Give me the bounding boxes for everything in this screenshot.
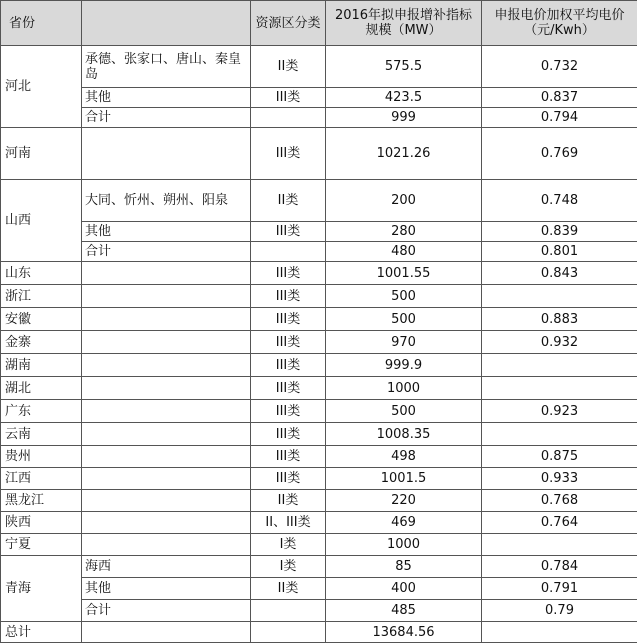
resource-category-cell: II类 [251,490,326,512]
table-row [1,423,637,446]
area-cell: 其他 [82,222,251,242]
area-cell [82,308,251,331]
table-row [1,622,637,643]
province-cell: 山东 [1,262,82,285]
table-row [1,242,637,262]
price-cell: 0.769 [482,128,637,180]
price-cell: 0.794 [482,108,637,128]
resource-category-cell: II类 [251,180,326,222]
table-row [1,46,637,88]
area-cell [82,468,251,490]
scale-cell: 1021.26 [326,128,482,180]
area-cell: 海西 [82,556,251,578]
table-row [1,446,637,468]
header-row [1,1,637,46]
price-cell: 0.875 [482,446,637,468]
scale-cell: 423.5 [326,88,482,108]
scale-cell: 500 [326,308,482,331]
resource-category-cell: II类 [251,46,326,88]
area-cell [82,400,251,423]
price-cell: 0.839 [482,222,637,242]
resource-category-cell: II、III类 [251,512,326,534]
price-cell: 0.883 [482,308,637,331]
price-cell [482,354,637,377]
price-cell: 0.843 [482,262,637,285]
table-row [1,490,637,512]
province-cell: 湖北 [1,377,82,400]
scale-cell: 1000 [326,534,482,556]
table-row [1,180,637,222]
area-cell: 合计 [82,242,251,262]
scale-cell: 13684.56 [326,622,482,643]
province-cell: 贵州 [1,446,82,468]
area-cell [82,622,251,643]
scale-cell: 575.5 [326,46,482,88]
price-cell: 0.837 [482,88,637,108]
table-row [1,354,637,377]
scale-cell: 469 [326,512,482,534]
header-area [82,1,251,46]
table-row [1,262,637,285]
scale-cell: 220 [326,490,482,512]
price-cell [482,622,637,643]
resource-category-cell [251,600,326,622]
resource-category-cell [251,242,326,262]
scale-cell: 485 [326,600,482,622]
price-cell [482,534,637,556]
table-row [1,331,637,354]
price-cell: 0.764 [482,512,637,534]
table-row [1,468,637,490]
province-cell: 安徽 [1,308,82,331]
header-scale: 2016年拟申报增补指标规模（MW） [326,1,482,46]
scale-cell: 999 [326,108,482,128]
area-cell [82,331,251,354]
table-row [1,600,637,622]
table-row [1,88,637,108]
price-cell: 0.932 [482,331,637,354]
resource-category-cell: III类 [251,377,326,400]
price-cell: 0.801 [482,242,637,262]
table-row [1,308,637,331]
resource-category-cell: II类 [251,578,326,600]
price-cell [482,423,637,446]
province-cell: 江西 [1,468,82,490]
resource-category-cell: III类 [251,354,326,377]
resource-category-cell: III类 [251,423,326,446]
scale-cell: 1001.55 [326,262,482,285]
resource-category-cell: III类 [251,468,326,490]
resource-category-cell: I类 [251,556,326,578]
resource-category-cell: III类 [251,222,326,242]
resource-category-cell: III类 [251,400,326,423]
resource-category-cell: III类 [251,331,326,354]
province-cell: 金寨 [1,331,82,354]
area-cell [82,423,251,446]
province-cell: 河南 [1,128,82,180]
price-cell: 0.748 [482,180,637,222]
area-cell: 合计 [82,108,251,128]
area-cell: 其他 [82,88,251,108]
area-cell [82,262,251,285]
price-cell: 0.732 [482,46,637,88]
header-price: 申报电价加权平均电价（元/Kwh） [482,1,637,46]
area-cell [82,446,251,468]
table-row [1,285,637,308]
price-cell: 0.768 [482,490,637,512]
price-cell [482,377,637,400]
province-cell: 宁夏 [1,534,82,556]
resource-category-cell [251,108,326,128]
scale-cell: 400 [326,578,482,600]
price-cell: 0.79 [482,600,637,622]
province-cell: 黑龙江 [1,490,82,512]
resource-category-cell: III类 [251,285,326,308]
scale-cell: 999.9 [326,354,482,377]
province-cell: 湖南 [1,354,82,377]
area-cell [82,377,251,400]
area-cell [82,512,251,534]
area-cell: 合计 [82,600,251,622]
table-row [1,556,637,578]
province-cell: 河北 [1,46,82,128]
resource-category-cell: III类 [251,88,326,108]
price-cell: 0.923 [482,400,637,423]
scale-cell: 1008.35 [326,423,482,446]
province-cell: 广东 [1,400,82,423]
table-row [1,108,637,128]
price-cell: 0.933 [482,468,637,490]
scale-cell: 498 [326,446,482,468]
province-cell: 青海 [1,556,82,622]
resource-category-cell [251,622,326,643]
area-cell: 大同、忻州、朔州、阳泉 [82,180,251,222]
table-row [1,222,637,242]
resource-category-cell: I类 [251,534,326,556]
area-cell [82,128,251,180]
table-body [1,46,637,643]
province-cell: 浙江 [1,285,82,308]
area-cell [82,354,251,377]
scale-cell: 970 [326,331,482,354]
area-cell [82,285,251,308]
scale-cell: 200 [326,180,482,222]
province-cell: 陕西 [1,512,82,534]
price-cell [482,285,637,308]
table-row [1,534,637,556]
price-cell: 0.784 [482,556,637,578]
header-resource-category: 资源区分类 [251,1,326,46]
scale-cell: 280 [326,222,482,242]
table-row [1,512,637,534]
resource-category-cell: III类 [251,128,326,180]
area-cell [82,490,251,512]
table-row [1,128,637,180]
province-cell: 总计 [1,622,82,643]
area-cell: 其他 [82,578,251,600]
scale-cell: 480 [326,242,482,262]
area-cell [82,534,251,556]
scale-cell: 500 [326,285,482,308]
table-row [1,578,637,600]
scale-cell: 1001.5 [326,468,482,490]
table-row [1,400,637,423]
resource-category-cell: III类 [251,446,326,468]
province-cell: 山西 [1,180,82,262]
province-cell: 云南 [1,423,82,446]
resource-category-cell: III类 [251,262,326,285]
resource-category-cell: III类 [251,308,326,331]
table-row [1,377,637,400]
header-province: 省份 [1,1,82,46]
scale-cell: 500 [326,400,482,423]
area-cell: 承德、张家口、唐山、秦皇岛 [82,46,251,88]
scale-cell: 85 [326,556,482,578]
scale-cell: 1000 [326,377,482,400]
price-cell: 0.791 [482,578,637,600]
